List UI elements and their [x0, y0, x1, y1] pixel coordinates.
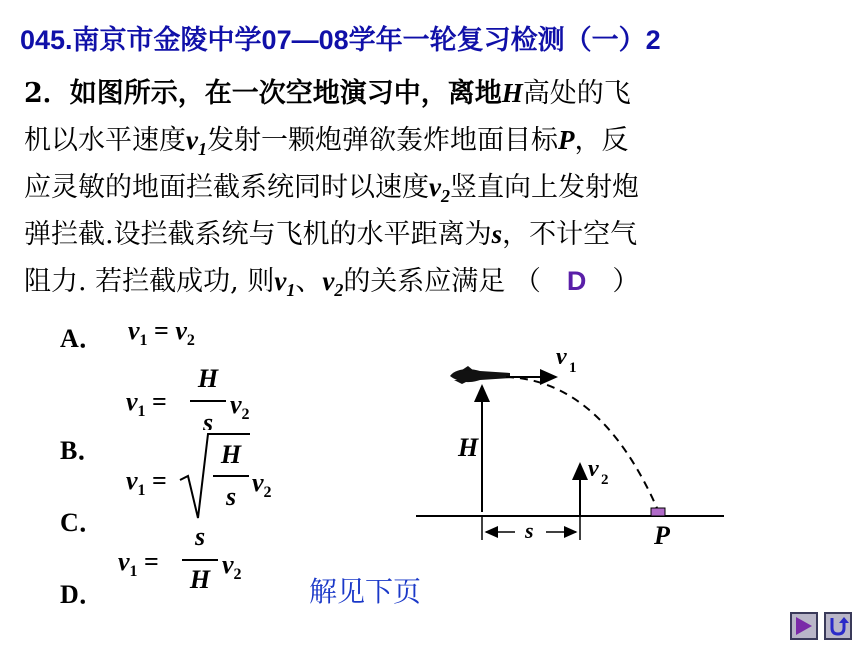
- option-b-rhs: [230, 390, 250, 423]
- option-d-label: D．: [60, 580, 105, 609]
- question-text: [24, 70, 824, 305]
- subscript: 2: [263, 484, 272, 501]
- page-title: 045.南京市金陵中学07—08学年一轮复习检测（一）2: [20, 25, 661, 55]
- text: 高处的飞: [522, 78, 631, 109]
- projectile-diagram: [410, 340, 740, 560]
- option-b-label: B．: [60, 436, 104, 465]
- P-label: P: [654, 521, 670, 550]
- option-d-rhs: [222, 550, 242, 583]
- solution-link[interactable]: 解见下页: [309, 575, 422, 608]
- airplane-icon: [450, 366, 510, 384]
- option-b-lhs: [126, 387, 167, 420]
- var: v: [126, 466, 138, 495]
- text: 的关系应满足 （: [343, 266, 541, 297]
- text: 应灵敏的地面拦截系统同时以速度: [24, 172, 429, 203]
- subscript: 1: [137, 403, 146, 420]
- equals: =: [152, 387, 167, 416]
- option-d-numerator: s: [194, 522, 206, 551]
- s-label: s: [525, 518, 534, 543]
- option-c-fraction-bar: [213, 475, 249, 477]
- var-v1: v: [186, 125, 198, 155]
- trajectory-path: [506, 377, 657, 508]
- option-c-numerator: H: [220, 440, 242, 469]
- subscript: 2: [440, 186, 450, 206]
- question-line-2: [24, 117, 824, 164]
- var: v: [175, 316, 187, 345]
- text: 机以水平速度: [24, 125, 186, 156]
- equals: =: [154, 316, 169, 345]
- subscript: 1: [197, 139, 207, 159]
- equals: =: [144, 547, 159, 576]
- text: 发射一颗炮弹欲轰炸地面目标: [206, 125, 558, 156]
- option-c-lhs: [126, 466, 167, 499]
- var-H: H: [501, 78, 523, 108]
- question-line-1: [24, 70, 824, 117]
- subscript: 1: [129, 563, 138, 580]
- text: 弹拦截.设拦截系统与飞机的水平距离为: [24, 219, 492, 250]
- target-marker: [651, 508, 665, 516]
- text: 、: [295, 266, 323, 297]
- option-d-fraction-bar: [182, 559, 218, 561]
- subscript: 1: [286, 280, 296, 300]
- option-b-fraction-bar: [190, 400, 226, 402]
- subscript: 1: [137, 482, 146, 499]
- var-s: s: [491, 219, 503, 249]
- option-b-denominator: s: [202, 408, 214, 430]
- text: ，不计空气: [502, 219, 638, 250]
- subscript: 2: [186, 332, 195, 349]
- var-v2: v: [429, 172, 441, 202]
- question-line-5: [24, 258, 824, 305]
- var: v: [252, 468, 264, 497]
- option-b-numerator: H: [197, 364, 219, 393]
- text: ）: [612, 266, 640, 297]
- subscript: 2: [241, 406, 250, 423]
- text: 阻力. 若拦截成功, 则: [24, 266, 275, 297]
- var-P: P: [557, 125, 575, 155]
- var: v: [126, 387, 138, 416]
- option-c-denominator: s: [225, 482, 237, 511]
- option-d-lhs: [118, 547, 159, 580]
- equals: =: [152, 466, 167, 495]
- subscript: 1: [139, 332, 148, 349]
- var: v: [222, 550, 234, 579]
- question-line-3: [24, 164, 824, 211]
- option-c-label: C．: [60, 508, 105, 537]
- option-d-denominator: H: [189, 565, 211, 594]
- subscript: 2: [233, 566, 242, 583]
- play-triangle-icon: [792, 614, 816, 638]
- text: ，反: [574, 125, 629, 156]
- return-button[interactable]: [824, 612, 852, 640]
- v2-label: v: [588, 456, 599, 482]
- var: v: [230, 390, 242, 419]
- v1-subscript: 1: [569, 360, 577, 376]
- var: v: [128, 316, 140, 345]
- H-label: H: [458, 433, 479, 462]
- text: 竖直向上发射炮: [449, 172, 639, 203]
- return-arrow-icon: [826, 614, 850, 638]
- var-v2: v: [322, 266, 335, 296]
- prev-slide-button[interactable]: [790, 612, 818, 640]
- question-line-4: [24, 211, 824, 258]
- option-a-label: A．: [60, 324, 105, 353]
- v2-subscript: 2: [601, 472, 609, 488]
- answer-badge: D: [566, 266, 587, 296]
- subscript: 2: [334, 280, 344, 300]
- v1-label: v: [556, 344, 567, 370]
- var-v1: v: [274, 266, 287, 296]
- text: 2．如图所示，在一次空地演习中，离地: [24, 78, 502, 109]
- option-a-formula: [128, 316, 195, 349]
- option-c-rhs: [252, 468, 272, 501]
- var: v: [118, 547, 130, 576]
